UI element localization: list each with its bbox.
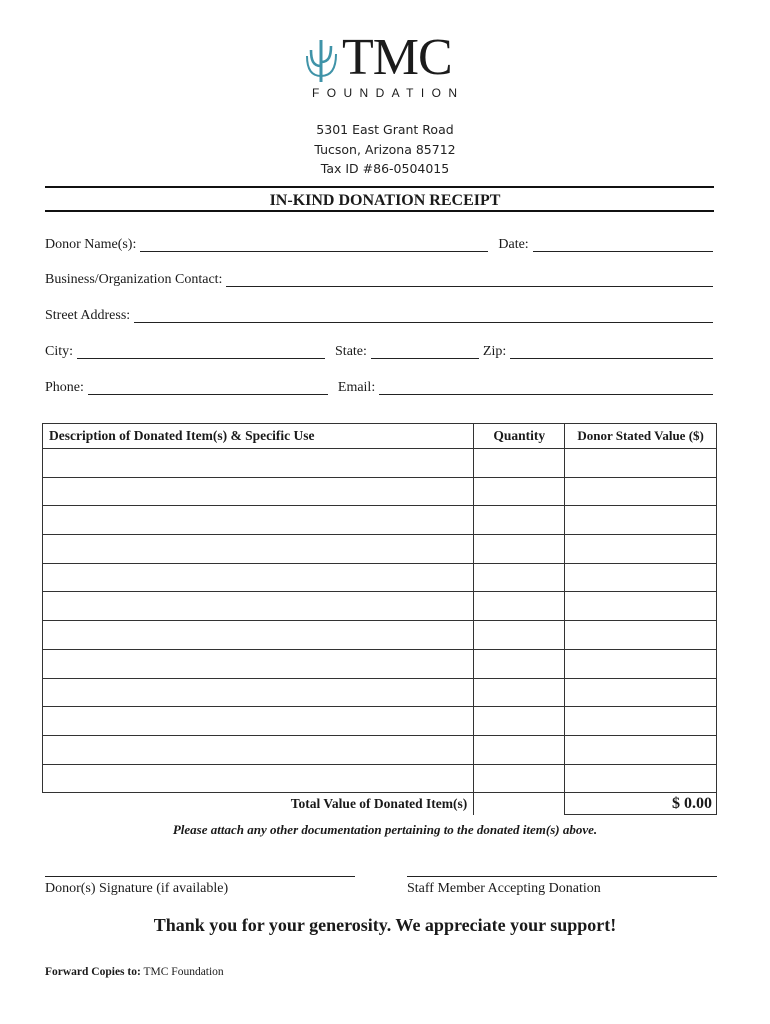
item-value-cell[interactable]	[565, 449, 717, 478]
city-label: City:	[45, 344, 74, 359]
logo-wordmark: TMC	[342, 29, 452, 86]
item-description-cell[interactable]	[43, 535, 474, 564]
item-quantity-cell[interactable]	[474, 535, 565, 564]
attachment-note: Please attach any other documentation pertaining to the donated item(s) above.	[172, 822, 598, 837]
state-label: State:	[335, 344, 367, 359]
address-city: Tucson, Arizona 85712	[314, 141, 456, 157]
item-description-cell[interactable]	[43, 764, 474, 793]
donor-signature-line[interactable]	[45, 876, 355, 877]
item-description-cell[interactable]	[43, 735, 474, 764]
item-quantity-cell[interactable]	[474, 707, 565, 736]
item-value-cell[interactable]	[565, 477, 717, 506]
total-value[interactable]: $ 0.00	[565, 793, 717, 815]
item-description-cell[interactable]	[43, 621, 474, 650]
address-street: 5301 East Grant Road	[316, 122, 454, 137]
item-value-cell[interactable]	[565, 506, 717, 535]
staff-signature-label: Staff Member Accepting Donation	[407, 881, 601, 896]
total-label: Total Value of Donated Item(s)	[43, 793, 474, 815]
item-description-cell[interactable]	[43, 678, 474, 707]
item-row	[43, 621, 717, 650]
item-row	[43, 592, 717, 621]
zip-field[interactable]	[510, 345, 713, 359]
item-quantity-cell[interactable]	[474, 678, 565, 707]
date-field[interactable]	[533, 238, 713, 252]
forward-copies	[45, 966, 224, 978]
item-description-cell[interactable]	[43, 449, 474, 478]
quantity-header: Quantity	[474, 424, 565, 449]
item-row	[43, 678, 717, 707]
cactus-icon	[304, 36, 340, 84]
item-row	[43, 764, 717, 793]
item-quantity-cell[interactable]	[474, 592, 565, 621]
item-description-cell[interactable]	[43, 649, 474, 678]
item-value-cell[interactable]	[565, 621, 717, 650]
tmc-foundation-logo	[304, 29, 470, 104]
email-field[interactable]	[379, 381, 713, 395]
email-label: Email:	[337, 380, 376, 395]
state-field[interactable]	[371, 345, 479, 359]
item-row	[43, 449, 717, 478]
donor-name-field[interactable]	[140, 238, 488, 252]
item-value-cell[interactable]	[565, 535, 717, 564]
logo-subtitle: FOUNDATION	[312, 86, 465, 100]
title-rule-top	[45, 186, 714, 188]
item-row	[43, 477, 717, 506]
donor-row	[45, 236, 713, 254]
tax-id: Tax ID #86-0504015	[320, 161, 450, 176]
street-address-field[interactable]	[134, 309, 713, 323]
date-label: Date:	[498, 237, 529, 252]
item-description-cell[interactable]	[43, 477, 474, 506]
item-description-cell[interactable]	[43, 563, 474, 592]
donor-signature-label: Donor(s) Signature (if available)	[45, 881, 229, 896]
item-row	[43, 735, 717, 764]
item-value-cell[interactable]	[565, 707, 717, 736]
description-header: Description of Donated Item(s) & Specific Use	[43, 424, 474, 449]
item-value-cell[interactable]	[565, 764, 717, 793]
item-value-cell[interactable]	[565, 678, 717, 707]
street-row	[45, 307, 713, 325]
document-title: IN-KIND DONATION RECEIPT	[269, 192, 501, 209]
item-quantity-cell[interactable]	[474, 449, 565, 478]
business-contact-field[interactable]	[226, 273, 713, 287]
item-description-cell[interactable]	[43, 506, 474, 535]
forward-value: TMC Foundation	[143, 966, 224, 978]
city-row	[45, 343, 713, 361]
address-block	[0, 120, 770, 179]
phone-label: Phone:	[45, 380, 84, 395]
item-value-cell[interactable]	[565, 649, 717, 678]
item-row	[43, 535, 717, 564]
total-row	[43, 793, 717, 815]
item-row	[43, 506, 717, 535]
business-contact-label: Business/Organization Contact:	[45, 272, 223, 287]
item-value-cell[interactable]	[565, 563, 717, 592]
item-row	[43, 649, 717, 678]
staff-signature-line[interactable]	[407, 876, 717, 877]
item-row	[43, 707, 717, 736]
city-field[interactable]	[77, 345, 325, 359]
phone-row	[45, 379, 713, 397]
zip-label: Zip:	[482, 344, 507, 359]
phone-field[interactable]	[88, 381, 328, 395]
item-description-cell[interactable]	[43, 592, 474, 621]
item-quantity-cell[interactable]	[474, 621, 565, 650]
item-row	[43, 563, 717, 592]
forward-label: Forward Copies to:	[45, 966, 141, 978]
street-address-label: Street Address:	[45, 308, 131, 323]
item-description-cell[interactable]	[43, 707, 474, 736]
item-quantity-cell[interactable]	[474, 477, 565, 506]
donor-name-label: Donor Name(s):	[45, 237, 137, 252]
item-value-cell[interactable]	[565, 735, 717, 764]
value-header: Donor Stated Value ($)	[565, 424, 717, 449]
item-quantity-cell[interactable]	[474, 764, 565, 793]
item-quantity-cell[interactable]	[474, 563, 565, 592]
donated-items-table	[42, 423, 717, 815]
title-rule-bottom	[45, 210, 714, 212]
item-quantity-cell[interactable]	[474, 649, 565, 678]
thank-you-message: Thank you for your generosity. We appreciate your support!	[153, 915, 617, 935]
item-quantity-cell[interactable]	[474, 506, 565, 535]
business-row	[45, 271, 713, 289]
item-value-cell[interactable]	[565, 592, 717, 621]
item-quantity-cell[interactable]	[474, 735, 565, 764]
